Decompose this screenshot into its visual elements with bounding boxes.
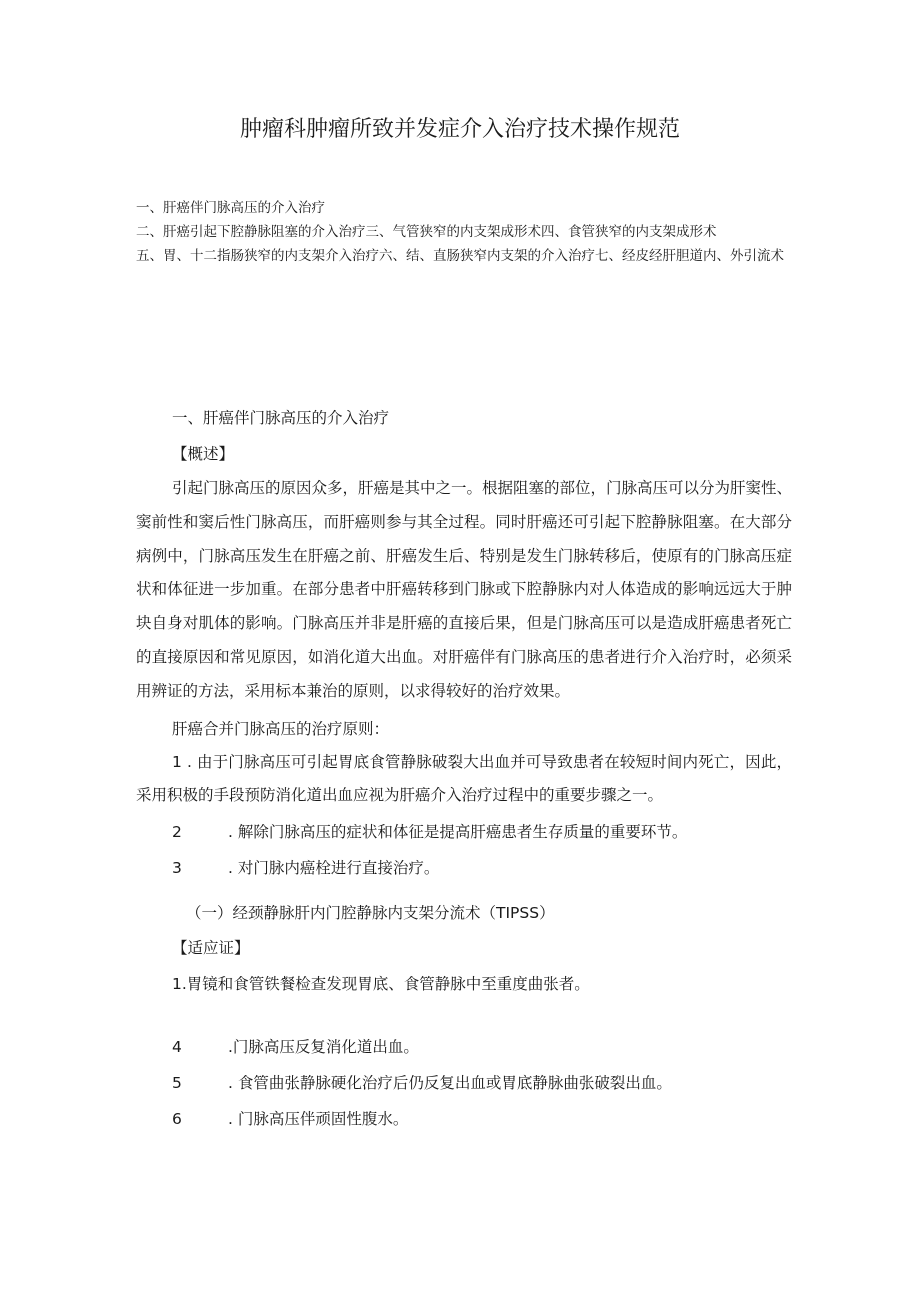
table-of-contents [136, 196, 788, 268]
principle-text: . 由于门脉高压可引起胃底食管静脉破裂大出血并可导致患者在较短时间内死亡，因此，采用积极的手段预防消化道出血应视为肝癌介入治疗过程中的重要步骤之一。 [136, 752, 792, 805]
indication-text: . 食管曲张静脉硬化治疗后仍反复出血或胃底静脉曲张破裂出血。 [228, 1074, 672, 1093]
indication-number: 4 [172, 1038, 182, 1057]
indication-item-6 [136, 1103, 792, 1136]
principle-number: 3 [172, 859, 182, 878]
principle-item-2 [136, 816, 792, 849]
toc-line: 一、肝癌伴门脉高压的介入治疗 [136, 200, 325, 216]
indication-item-5 [136, 1067, 792, 1100]
indication-number: 6 [172, 1110, 182, 1129]
indication-item-1: 1.胃镜和食管铁餐检查发现胃底、食管静脉中至重度曲张者。 [172, 975, 590, 994]
subsection-heading: （一）经颈静脉肝内门腔静脉内支架分流术（TIPSS） [186, 904, 555, 923]
principle-number: 1 [172, 752, 182, 771]
indication-item-4 [136, 1031, 792, 1064]
overview-label: 【概述】 [172, 445, 235, 463]
indication-text: . 门脉高压伴顽固性腹水。 [228, 1110, 409, 1129]
principle-number: 2 [172, 823, 182, 842]
principle-item-3 [136, 852, 792, 885]
principles-label: 肝癌合并门脉高压的治疗原则： [172, 719, 390, 738]
section-liver-cancer-portal-hypertension [136, 406, 792, 1136]
principle-text: . 解除门脉高压的症状和体征是提高肝癌患者生存质量的重要环节。 [228, 823, 688, 842]
section-heading: 一、肝癌伴门脉高压的介入治疗 [172, 409, 390, 427]
principle-text: . 对门脉内癌栓进行直接治疗。 [228, 859, 440, 878]
indication-text: .门脉高压反复消化道出血。 [228, 1038, 419, 1057]
toc-line: 五、胃、十二指肠狭窄的内支架介入治疗六、结、直肠狭窄内支架的介入治疗七、经皮经肝胆道内、外引流术 [136, 248, 784, 264]
toc-line: 二、肝癌引起下腔静脉阻塞的介入治疗三、气管狭窄的内支架成形术四、食管狭窄的内支架成形术 [136, 224, 717, 240]
indications-label: 【适应证】 [172, 939, 250, 958]
indication-number: 5 [172, 1074, 182, 1093]
overview-paragraph: 引起门脉高压的原因众多，肝癌是其中之一。根据阻塞的部位，门脉高压可以分为肝窦性、窦前性和窦后性门脉高压，而肝癌则参与其全过程。同时肝癌还可引起下腔静脉阻塞。在大部分病例中，门脉高压发生在肝癌之前、肝癌发生后、特别是发生门脉转移后，使原有的门脉高压症状和体征进一步加重。在部分患者中肝癌转移到门脉或下腔静脉内对人体造成的影响远远大于肿块自身对肌体的影响。门脉高压并非是肝癌的直接后果，但是门脉高压可以是造成肝癌患者死亡的直接原因和常见原因，如消化道大出血。对肝癌伴有门脉高压的患者进行介入治疗时，必须采用辨证的方法，采用标本兼治的原则，以求得较好的治疗效果。 [136, 479, 793, 700]
principle-item-1 [136, 746, 792, 814]
document-title: 肿瘤科肿瘤所致并发症介入治疗技术操作规范 [239, 117, 680, 142]
